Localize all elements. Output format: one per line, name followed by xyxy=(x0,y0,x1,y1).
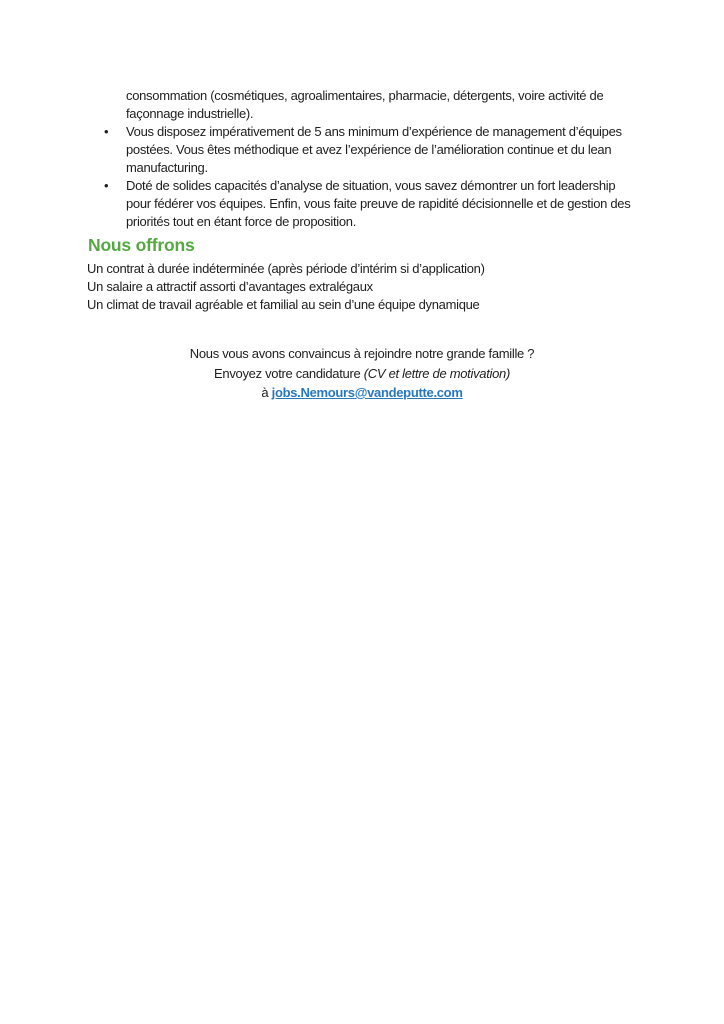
closing-email-line xyxy=(0,383,724,403)
text-line: Doté de solides capacités d’analyse de situation, vous savez démontrer un fort leadership xyxy=(126,178,616,193)
text-line: Un contrat à durée indéterminée (après période d’intérim si d’application) xyxy=(87,261,485,276)
text-line: priorités tout en étant force de proposition. xyxy=(126,214,357,229)
text-line: façonnage industrielle). xyxy=(126,106,254,121)
offers-paragraph xyxy=(87,260,647,314)
bullet-marker: • xyxy=(104,178,109,193)
bullet-list xyxy=(104,87,644,231)
text-line: Vous disposez impérativement de 5 ans minimum d’expérience de management d’équipes xyxy=(126,124,622,139)
text-line: manufacturing. xyxy=(126,160,208,175)
list-item xyxy=(104,123,644,177)
list-item-text xyxy=(126,123,644,177)
email-link[interactable]: jobs.Nemours@vandeputte.com xyxy=(271,385,463,400)
closing-candidature-line xyxy=(0,364,724,384)
list-item-text xyxy=(126,177,644,231)
list-item xyxy=(104,177,644,231)
closing-paragraph xyxy=(0,344,724,403)
list-continuation-paragraph xyxy=(126,87,644,123)
closing-candidature-italic: (CV et lettre de motivation) xyxy=(363,365,510,381)
text-line: pour fédérer vos équipes. Enfin, vous faite preuve de rapidité décisionnelle et de gestion des xyxy=(126,196,631,211)
closing-email-prefix: à xyxy=(261,385,272,400)
text-line: consommation (cosmétiques, agroalimentaires, pharmacie, détergents, voire activité de xyxy=(126,88,604,103)
bullet-marker: • xyxy=(104,124,109,139)
closing-candidature-text: Envoyez votre candidature xyxy=(214,365,364,381)
section-heading-nous-offrons: Nous offrons xyxy=(88,235,195,255)
text-line: Un salaire a attractif assorti d’avantages extralégaux xyxy=(87,279,373,294)
text-line: Un climat de travail agréable et familial au sein d’une équipe dynamique xyxy=(87,297,480,312)
text-line: postées. Vous êtes méthodique et avez l’expérience de l’amélioration continue et du lean xyxy=(126,142,612,157)
closing-question-line: Nous vous avons convaincus à rejoindre notre grande famille ? xyxy=(189,346,535,361)
